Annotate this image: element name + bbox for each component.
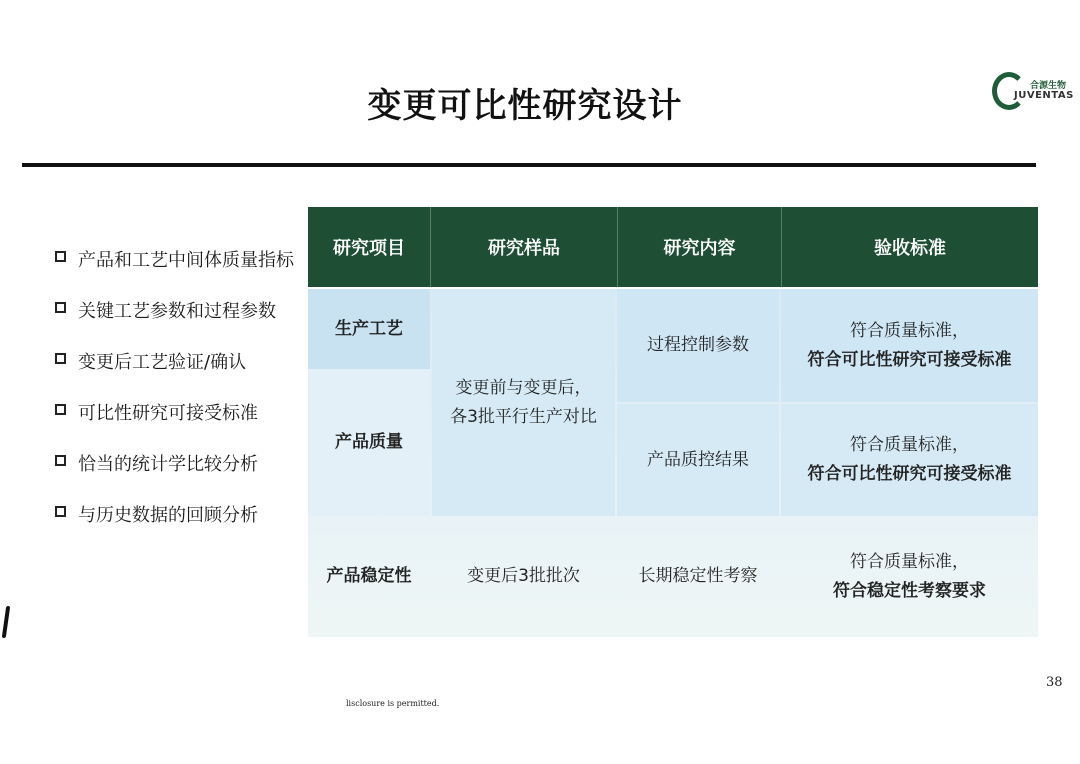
content-quality: 产品质控结果 — [617, 404, 779, 516]
criteria-stability — [781, 516, 1038, 637]
header-content: 研究内容 — [617, 207, 781, 287]
content-stability: 长期稳定性考察 — [638, 566, 758, 587]
checkbox-square-icon — [55, 506, 66, 517]
project-stability: 产品稳定性 — [326, 566, 412, 587]
scan-artifact-mark — [2, 606, 10, 638]
sample-line: 各3批平行生产对比 — [450, 406, 597, 427]
list-item: 可比性研究可接受标准 — [52, 399, 294, 450]
checkbox-square-icon — [55, 404, 66, 415]
criteria-process — [781, 289, 1038, 402]
list-item: 产品和工艺中间体质量指标 — [52, 246, 294, 297]
criteria-line: 符合质量标准， — [850, 435, 969, 456]
sample-stability: 变更后3批批次 — [467, 566, 580, 587]
sample-line: 变更前与变更后， — [455, 377, 592, 398]
page-title: 变更可比性研究设计 — [367, 86, 683, 126]
checkbox-square-icon — [55, 353, 66, 364]
project-quality: 产品质量 — [308, 369, 430, 516]
title-divider — [22, 163, 1036, 167]
criteria-line-bold: 符合可比性研究可接受标准 — [807, 349, 1012, 370]
list-item: 恰当的统计学比较分析 — [52, 450, 294, 501]
criteria-line: 符合质量标准， — [850, 551, 969, 572]
comparability-table — [308, 207, 1038, 637]
criteria-line-bold: 符合可比性研究可接受标准 — [807, 464, 1012, 484]
criteria-line: 符合质量标准， — [850, 320, 969, 341]
disclosure-note: lisclosure is permitted. — [346, 699, 440, 708]
list-item: 与历史数据的回顾分析 — [52, 501, 294, 552]
bullet-list — [52, 246, 294, 552]
checkbox-square-icon — [55, 455, 66, 466]
header-project: 研究项目 — [333, 238, 405, 259]
list-item: 关键工艺参数和过程参数 — [52, 297, 294, 348]
logo-cn-text: 合源生物 — [1030, 81, 1067, 91]
content-process: 过程控制参数 — [617, 289, 779, 402]
criteria-line-bold: 符合稳定性考察要求 — [833, 580, 986, 601]
sample-cell — [432, 289, 615, 516]
table-body — [308, 289, 1038, 637]
company-logo — [992, 70, 1074, 114]
header-sample: 研究样品 — [430, 207, 617, 287]
project-process: 生产工艺 — [308, 289, 430, 369]
page-number: 38 — [1046, 675, 1063, 690]
checkbox-square-icon — [55, 302, 66, 313]
header-criteria: 验收标准 — [781, 207, 1038, 287]
table-header — [308, 207, 1038, 287]
logo-en-text: JUVENTAS — [1014, 90, 1074, 101]
checkbox-square-icon — [55, 251, 66, 262]
list-item: 变更后工艺验证/确认 — [52, 348, 294, 399]
criteria-quality — [781, 404, 1038, 516]
